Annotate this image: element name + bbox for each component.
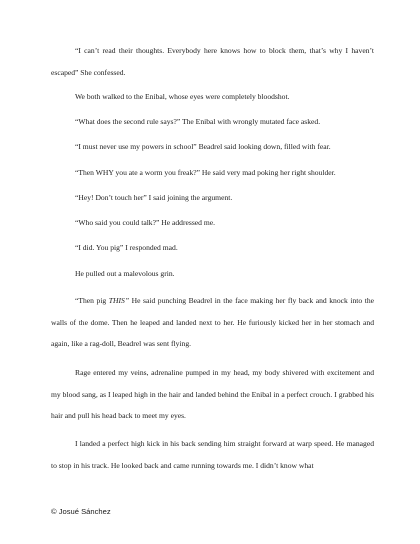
paragraph-6: “Hey! Don’t touch her” I said joining the argument. bbox=[75, 193, 233, 202]
paragraph-5: “Then WHY you ate a worm you freak?” He said very mad poking her right shoulder. bbox=[75, 168, 336, 177]
copyright-footer: © Josué Sánchez bbox=[51, 507, 111, 516]
paragraph-9: He pulled out a malevolous grin. bbox=[75, 269, 175, 278]
paragraph-10-rest: He said punching Beadrel in the face making her fly back and knock into the walls of the dome. Then he leaped and landed next to her. He furiously kicked her in her stomach and again, like a rag-doll, Beadrel was sent flying. bbox=[51, 296, 374, 348]
paragraph-10 bbox=[51, 290, 374, 355]
paragraph-1: “I can’t read their thoughts. Everybody here knows how to block them, that’s why I haven’t escaped” She confessed. bbox=[51, 46, 374, 77]
paragraph-10-emphasis: THIS” bbox=[108, 296, 130, 305]
paragraph-3: “What does the second rule says?” The Enibal with wrongly mutated face asked. bbox=[75, 117, 321, 126]
paragraph-12: I landed a perfect high kick in his back sending him straight forward at warp speed. He managed to stop in his track. He looked back and came running towards me. I didn’t know what bbox=[51, 439, 374, 470]
paragraph-4: “I must never use my powers in school” Beadrel said looking down, filled with fear. bbox=[75, 142, 331, 151]
paragraph-10-start: “Then pig bbox=[75, 296, 109, 305]
paragraph-11: Rage entered my veins, adrenaline pumped in my head, my body shivered with excitement and my blood sang, as I leaped high in the hair and landed behind the Enibal in a perfect crouch. I grabbed his hair and pull his head back to meet my eyes. bbox=[51, 368, 374, 420]
paragraph-8: “I did. You pig” I responded mad. bbox=[75, 243, 178, 252]
paragraph-7: “Who said you could talk?” He addressed me. bbox=[75, 218, 216, 227]
paragraph-2: We both walked to the Enibal, whose eyes were completely bloodshot. bbox=[75, 92, 290, 101]
